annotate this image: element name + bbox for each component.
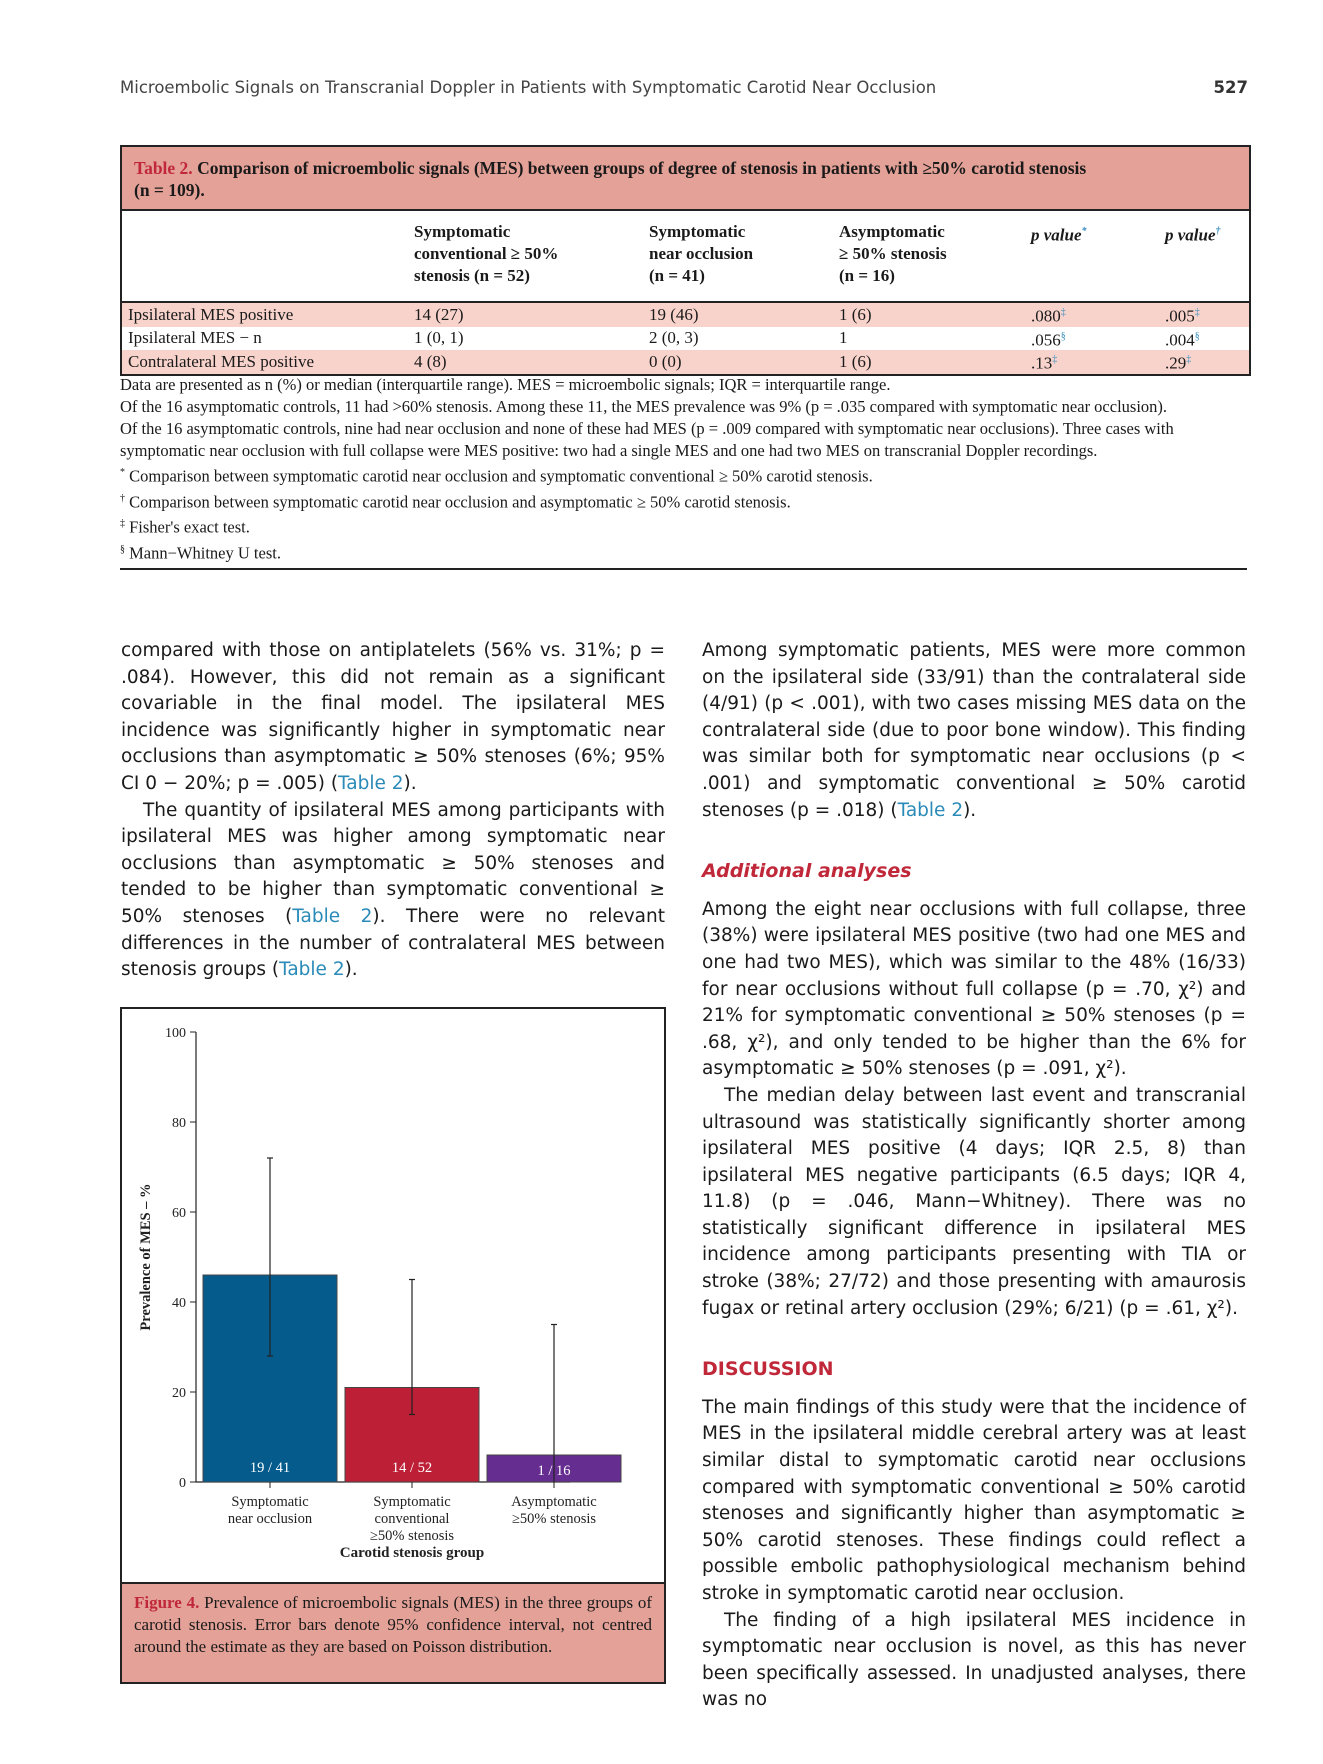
bar-data-label: 1 / 16: [537, 1463, 571, 1479]
table-footnote: * Comparison between symptomatic carotid near occlusion and symptomatic conventional ≥ 50% carotid stenosis.: [120, 466, 873, 486]
section-heading-additional-analyses: Additional analyses: [702, 860, 912, 883]
table-row: [122, 350, 1249, 374]
page-number: 527: [1213, 78, 1248, 97]
table-row: [122, 327, 1249, 351]
cell-near-occlusion: 2 (0, 3): [649, 328, 699, 348]
y-tick-label: 40: [172, 1296, 186, 1311]
cell-conventional: 14 (27): [408, 302, 643, 327]
cell-near-occlusion: 19 (46): [643, 302, 833, 327]
table-footnote: † Comparison between symptomatic carotid near occlusion and asymptomatic ≥ 50% carotid stenosis.: [120, 492, 791, 511]
header-asymptomatic: Asymptomatic ≥ 50% stenosis (n = 16): [833, 211, 1025, 302]
header-empty: [122, 211, 408, 302]
table-grid: [122, 211, 1249, 374]
running-header: [120, 78, 1248, 97]
row-label: Ipsilateral MES positive: [122, 302, 408, 327]
cell-asymptomatic: 1 (6): [833, 350, 1025, 374]
paragraph: compared with those on antiplatelets (56% vs. 31%; p = .084). However, this did not remain as a significant covariable in the final model. The ipsilateral MES incidence was significantly higher in symptomatic near occlusions than asymptomatic ≥ 50% stenoses (6%; 95% CI 0 − 20%; p = .005) (Table 2).: [121, 640, 665, 794]
cell-p1: .080‡: [1025, 302, 1159, 327]
cell-p1: .13‡: [1025, 350, 1159, 374]
row-label: Ipsilateral MES − n: [128, 328, 262, 348]
cell-conventional: 1 (0, 1): [414, 328, 464, 348]
y-tick-label: 100: [165, 1026, 186, 1041]
paragraph: The median delay between last event and transcranial ultrasound was statistically significantly shorter among ipsilateral MES positive (4 days; IQR 2.5, 8) than ipsilateral MES negative participants (6.5 days; IQR 4, 11.8) (p = .046, Mann−Whitney). There was no statistically significant difference in ipsilateral MES incidence among participants presenting with TIA or stroke (38%; 27/72) and those presenting with amaurosis fugax or retinal artery occlusion (29%; 6/21) (p = .61, χ²).: [702, 1084, 1246, 1319]
cell-p2: .29‡: [1159, 350, 1249, 374]
figure-4: [120, 1007, 666, 1684]
table-2-link[interactable]: Table 2: [292, 905, 373, 927]
table-notes: [120, 374, 1247, 570]
paragraph: The finding of a high ipsilateral MES incidence in symptomatic near occlusion is novel, as this has never been specifically assessed. In unadjusted analyses, there was no: [702, 1609, 1246, 1711]
x-tick-label: ≥50% stenosis: [369, 1528, 455, 1544]
table-2-link[interactable]: Table 2: [338, 772, 404, 794]
x-tick-label: Symptomatic: [373, 1494, 451, 1510]
paragraph: The quantity of ipsilateral MES among participants with ipsilateral MES was higher among symptomatic near occlusions than asymptomatic ≥ 50% stenoses and tended to be higher than symptomatic conventional ≥ 50% stenoses (Table 2). There were no relevant differences in the number of contralateral MES between stenosis groups (Table 2).: [121, 799, 665, 981]
x-tick-label: Symptomatic: [231, 1494, 309, 1510]
section-heading-discussion: DISCUSSION: [702, 1358, 834, 1381]
table-note: Of the 16 asymptomatic controls, nine had near occlusion and none of these had MES (p = .009 compared with symptomatic near occlusions). Three cases with symptomatic near occlusion with full collapse were MES positive: two had a single MES and one had two MES on transcranial Doppler recordings.: [120, 419, 1174, 460]
right-column: [702, 638, 1246, 1714]
table-2-link[interactable]: Table 2: [897, 799, 964, 821]
left-column: [121, 638, 665, 984]
bar-data-label: 14 / 52: [391, 1460, 433, 1476]
y-tick-label: 20: [172, 1386, 186, 1401]
table-note: Data are presented as n (%) or median (interquartile range). MES = microembolic signals; IQR = interquartile range.: [120, 375, 891, 394]
running-title: Microembolic Signals on Transcranial Doppler in Patients with Symptomatic Carotid Near Occlusion: [120, 78, 937, 97]
header-p-value-2: p value†: [1159, 211, 1249, 302]
table-label: Table 2.: [134, 158, 193, 178]
table-header-row: [122, 211, 1249, 302]
x-axis-label: Carotid stenosis group: [339, 1545, 485, 1561]
y-tick-label: 0: [179, 1476, 186, 1491]
bar-chart: [122, 1009, 664, 1582]
table-note: Of the 16 asymptomatic controls, 11 had >60% stenosis. Among these 11, the MES prevalence was 9% (p = .035 compared with symptomatic near occlusion).: [120, 397, 1168, 416]
table-2: [120, 145, 1251, 376]
cell-p1: .056§: [1031, 330, 1066, 350]
table-2-link[interactable]: Table 2: [279, 959, 345, 981]
cell-asymptomatic: 1: [839, 328, 848, 348]
paragraph: The main findings of this study were that the incidence of MES in the ipsilateral middle cerebral artery was at least similar distal to symptomatic carotid near occlusions compared with symptomatic conventional ≥ 50% carotid stenoses and significantly higher than asymptomatic ≥ 50% carotid stenoses. These findings could reflect a possible embolic pathophysiological mechanism behind stroke in symptomatic carotid near occlusion.: [702, 1396, 1246, 1604]
x-tick-label: conventional: [374, 1511, 450, 1527]
paragraph: Among the eight near occlusions with full collapse, three (38%) were ipsilateral MES positive (two had one MES and one had two MES), which was similar to the 48% (16/33) for near occlusions without full collapse (p = .70, χ²) and 21% for symptomatic conventional ≥ 50% stenoses (p = .68, χ²), and only tended to be higher than the 6% for asymptomatic ≥ 50% stenoses (p = .091, χ²).: [702, 898, 1246, 1080]
header-conventional: Symptomatic conventional ≥ 50% stenosis (n = 52): [408, 211, 643, 302]
bar-data-label: 19 / 41: [249, 1460, 291, 1476]
y-tick-label: 60: [172, 1206, 186, 1221]
table-caption-text: Comparison of microembolic signals (MES) between groups of degree of stenosis in patients with ≥50% carotid stenosis: [197, 158, 1087, 178]
row-label: Contralateral MES positive: [122, 350, 408, 374]
figure-label: Figure 4.: [134, 1593, 200, 1612]
header-near-occlusion: Symptomatic near occlusion (n = 41): [643, 211, 833, 302]
cell-p2: .005‡: [1159, 302, 1249, 327]
x-tick-label: ≥50% stenosis: [511, 1511, 597, 1527]
cell-asymptomatic: 1 (6): [833, 302, 1025, 327]
table-row: [122, 302, 1249, 327]
paragraph: Among symptomatic patients, MES were more common on the ipsilateral side (33/91) than the contralateral side (4/91) (p < .001), with two cases missing MES data on the contralateral side (due to poor bone window). This finding was similar both for symptomatic near occlusions (p < .001) and symptomatic conventional ≥ 50% carotid stenoses (p = .018) (Table 2).: [702, 640, 1246, 821]
header-p-value-1: p value*: [1025, 211, 1159, 302]
figure-caption-text: Prevalence of microembolic signals (MES) in the three groups of carotid stenosis. Error bars denote 95% confidence interval, not centred around the estimate as they are based on Poisson distribution.: [134, 1593, 652, 1656]
y-axis-label: Prevalence of MES – %: [138, 1183, 154, 1331]
cell-p2: .004§: [1165, 330, 1200, 350]
table-footnote: ‡ Fisher's exact test.: [120, 517, 250, 537]
table-footnote: § Mann−Whitney U test.: [120, 543, 281, 562]
x-tick-label: Asymptomatic: [511, 1494, 597, 1510]
cell-conventional: 4 (8): [408, 350, 643, 374]
y-tick-label: 80: [172, 1116, 186, 1131]
figure-caption: [122, 1582, 664, 1682]
table-caption-n: (n = 109).: [134, 180, 205, 200]
x-tick-label: near occlusion: [227, 1511, 313, 1527]
cell-near-occlusion: 0 (0): [643, 350, 833, 374]
table-caption: [122, 147, 1249, 211]
